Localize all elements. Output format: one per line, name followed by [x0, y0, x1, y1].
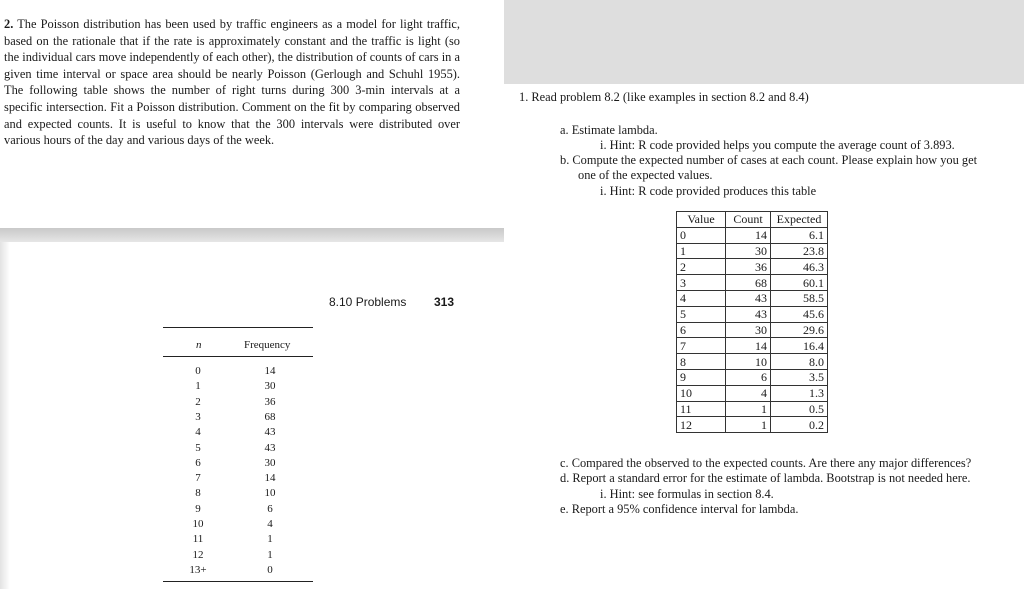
freq-n-cell: 1 [195, 380, 201, 393]
table-row [163, 564, 313, 579]
table-row [163, 457, 313, 472]
freq-n-cell: 2 [195, 395, 201, 408]
item-d: d. Report a standard error for the estimate of lambda. Bootstrap is not needed here. [560, 471, 971, 485]
freq-header-n: n [196, 339, 202, 351]
expected-cell: 6.1 [771, 227, 828, 243]
value-cell: 0 [677, 227, 726, 243]
value-cell: 10 [677, 385, 726, 401]
freq-count-cell: 1 [267, 548, 273, 561]
expected-cell: 0.2 [771, 417, 828, 433]
running-head: 8.10 Problems [329, 295, 407, 309]
freq-n-cell: 3 [195, 410, 201, 423]
expected-cell: 45.6 [771, 306, 828, 322]
expected-cell: 60.1 [771, 275, 828, 291]
freq-n-cell: 8 [195, 487, 201, 500]
table-row [163, 411, 313, 426]
table-row [677, 354, 828, 370]
item-1: 1. Read problem 8.2 (like examples in section 8.2 and 8.4) [519, 90, 809, 104]
freq-n-cell: 13+ [189, 563, 207, 576]
panel-header-area [504, 0, 1024, 84]
count-cell: 43 [726, 290, 771, 306]
freq-n-cell: 10 [192, 518, 204, 530]
expected-cell: 58.5 [771, 290, 828, 306]
freq-n-cell: 6 [195, 456, 201, 469]
count-cell: 10 [726, 354, 771, 370]
table-row [163, 487, 313, 502]
item-a-hint: i. Hint: R code provided helps you compute the average count of 3.893. [600, 138, 955, 152]
item-d-hint: i. Hint: see formulas in section 8.4. [600, 487, 774, 501]
freq-n-cell: 0 [195, 365, 201, 377]
freq-n-cell: 4 [195, 426, 201, 439]
item-c: c. Compared the observed to the expected counts. Are there any major differences? [560, 456, 972, 470]
freq-n-cell: 7 [195, 472, 201, 485]
table-header-rule [163, 356, 313, 357]
count-cell: 14 [726, 338, 771, 354]
col-value-header: Value [677, 212, 726, 228]
table-header-row [677, 212, 828, 228]
freq-count-cell: 14 [264, 472, 276, 485]
count-cell: 68 [726, 275, 771, 291]
textbook-problem-excerpt [0, 0, 504, 228]
expected-cell: 46.3 [771, 259, 828, 275]
freq-count-cell: 4 [267, 518, 273, 530]
freq-header-frequency: Frequency [244, 339, 291, 351]
col-count-header: Count [726, 212, 771, 228]
freq-n-cell: 9 [195, 502, 201, 515]
freq-count-cell: 68 [264, 410, 276, 423]
freq-count-cell: 0 [267, 563, 273, 576]
table-row [677, 322, 828, 338]
value-cell: 8 [677, 354, 726, 370]
value-cell: 12 [677, 417, 726, 433]
item-a: a. Estimate lambda. [560, 123, 658, 137]
table-row [677, 227, 828, 243]
value-cell: 11 [677, 401, 726, 417]
table-row [163, 396, 313, 411]
count-cell: 30 [726, 243, 771, 259]
expected-cell: 3.5 [771, 369, 828, 385]
expected-cell: 8.0 [771, 354, 828, 370]
table-row [163, 518, 313, 533]
table-row [163, 426, 313, 441]
count-cell: 1 [726, 417, 771, 433]
freq-count-cell: 30 [264, 456, 276, 469]
item-b-line1: b. Compute the expected number of cases at each count. Please explain how you get [560, 153, 978, 167]
value-cell: 3 [677, 275, 726, 291]
value-cell: 7 [677, 338, 726, 354]
expected-counts-table [676, 211, 828, 433]
count-cell: 4 [726, 385, 771, 401]
count-cell: 1 [726, 401, 771, 417]
freq-count-cell: 6 [267, 502, 273, 515]
page-shadow [0, 242, 10, 589]
page-divider [0, 228, 504, 242]
table-row [163, 380, 313, 395]
value-cell: 4 [677, 290, 726, 306]
problem-text: The Poisson distribution has been used by traffic engineers as a model for light traffic, based on the rationale that if the rate is approximately constant and the traffic is light (so the individual cars move independently of each other), the distribution of counts of cars in a given time interval or space area should be nearly Poisson (Gerlough and Schuhl 1955). The following table shows the number of right turns during 300 3-min intervals at a specific intersection. Fit a Poisson distribution. Comment on the fit by comparing observed and expected counts. It is useful to know that the 300 intervals were distributed over various hours of the day and various days of the week. [4, 17, 460, 148]
expected-cell: 1.3 [771, 385, 828, 401]
table-row [163, 533, 313, 548]
table-row [163, 472, 313, 487]
table-row [677, 275, 828, 291]
freq-count-cell: 10 [264, 487, 276, 500]
expected-cell: 23.8 [771, 243, 828, 259]
count-cell: 30 [726, 322, 771, 338]
item-b-line2: one of the expected values. [578, 168, 713, 182]
freq-count-cell: 1 [267, 533, 273, 546]
freq-n-cell: 5 [195, 441, 201, 454]
table-row [677, 306, 828, 322]
item-e: e. Report a 95% confidence interval for lambda. [560, 502, 799, 516]
table-row [677, 290, 828, 306]
problem-paragraph [4, 16, 460, 149]
value-cell: 6 [677, 322, 726, 338]
freq-count-cell: 30 [264, 380, 276, 393]
value-cell: 9 [677, 369, 726, 385]
expected-cell: 16.4 [771, 338, 828, 354]
table-row [163, 549, 313, 564]
table-row [163, 503, 313, 518]
count-cell: 14 [726, 227, 771, 243]
freq-count-cell: 36 [264, 395, 276, 408]
freq-count-cell: 14 [264, 365, 276, 377]
assignment-panel [504, 0, 1024, 589]
freq-n-cell: 12 [192, 548, 204, 561]
table-row [163, 365, 313, 380]
table-row [677, 417, 828, 433]
value-cell: 1 [677, 243, 726, 259]
count-cell: 43 [726, 306, 771, 322]
table-row [677, 385, 828, 401]
table-row [677, 243, 828, 259]
table-bottom-rule [163, 581, 313, 582]
table-top-rule [163, 327, 313, 328]
value-cell: 5 [677, 306, 726, 322]
table-row [677, 369, 828, 385]
table-row [677, 259, 828, 275]
expected-cell: 29.6 [771, 322, 828, 338]
problem-number: 2. [4, 17, 14, 31]
page-number: 313 [434, 295, 455, 309]
table-row [677, 338, 828, 354]
freq-n-cell: 11 [192, 533, 204, 546]
col-expected-header: Expected [771, 212, 828, 228]
count-cell: 36 [726, 259, 771, 275]
value-cell: 2 [677, 259, 726, 275]
item-b-hint: i. Hint: R code provided produces this table [600, 184, 817, 198]
table-row [677, 401, 828, 417]
freq-count-cell: 43 [264, 441, 276, 454]
count-cell: 6 [726, 369, 771, 385]
expected-cell: 0.5 [771, 401, 828, 417]
table-row [163, 442, 313, 457]
freq-count-cell: 43 [264, 426, 276, 439]
